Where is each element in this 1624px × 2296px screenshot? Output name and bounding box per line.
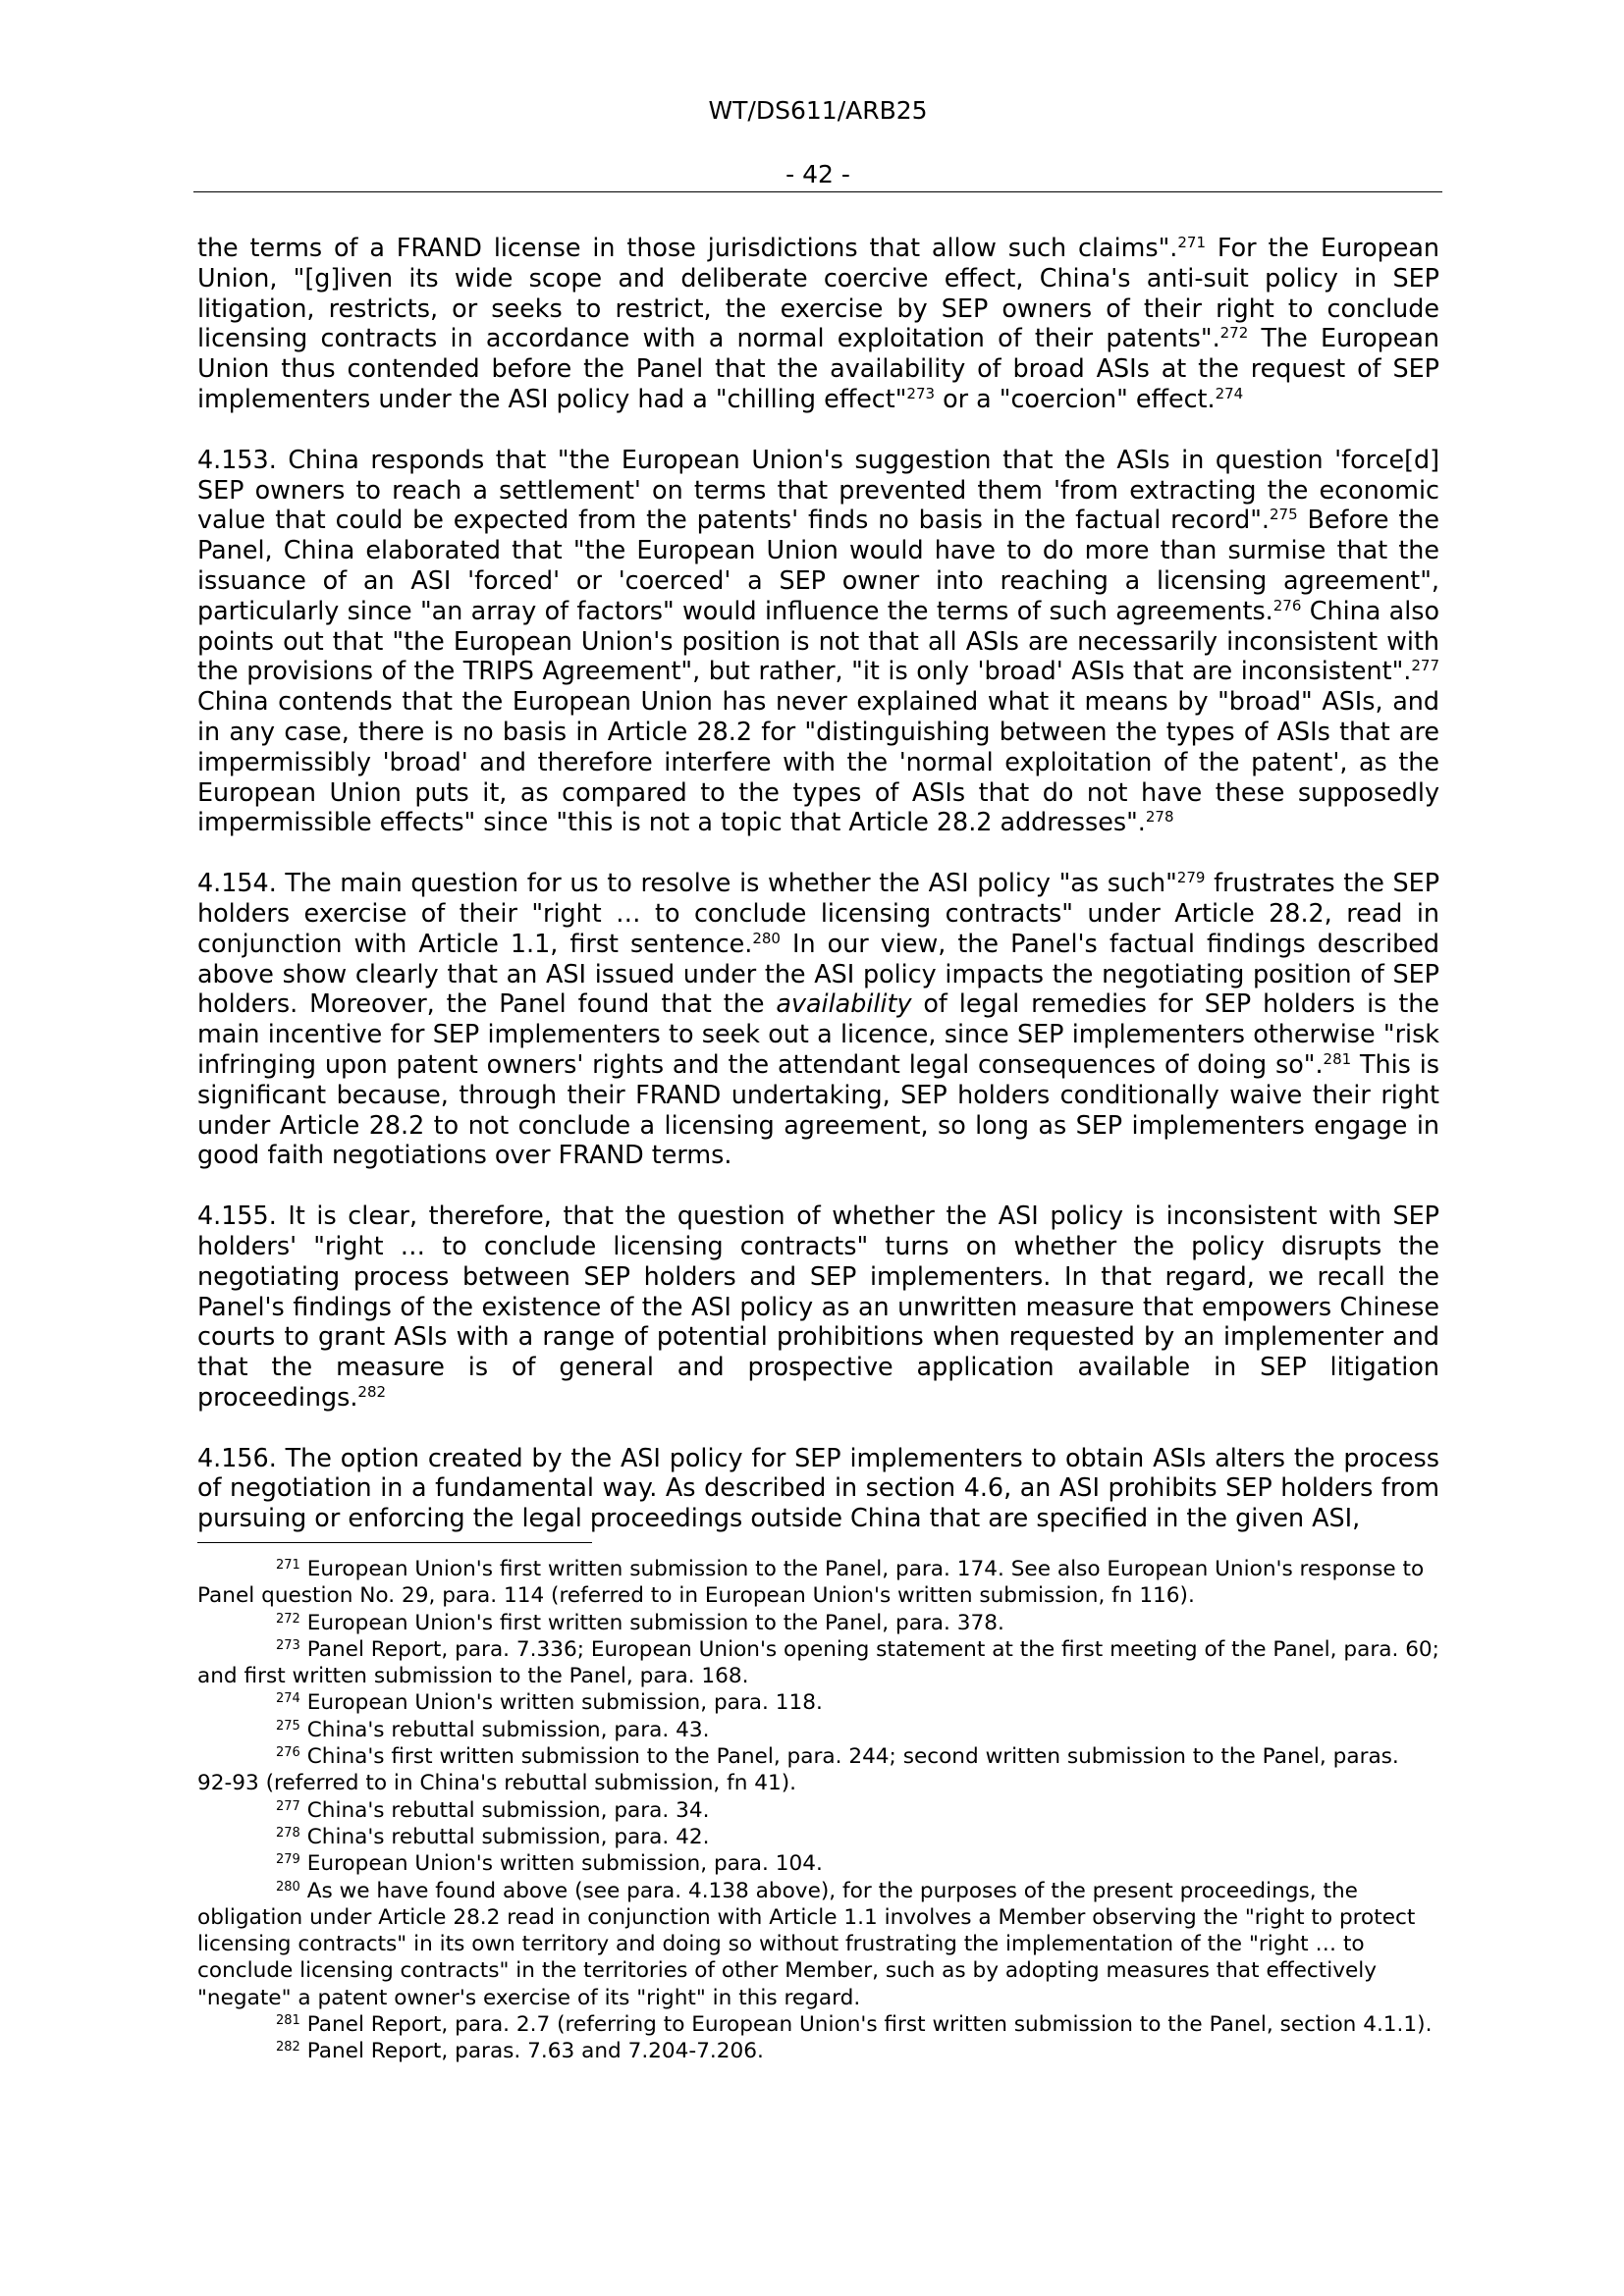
- footnote-ref[interactable]: 276: [1272, 596, 1302, 614]
- body-text: [197, 233, 1439, 1533]
- footnote-number: 279: [276, 1852, 300, 1868]
- footnote-number: 278: [276, 1825, 300, 1841]
- footnotes: [197, 1556, 1439, 2065]
- footnote: [197, 1850, 1439, 1877]
- footnote-ref[interactable]: 280: [752, 929, 781, 947]
- footnote-separator: [197, 1542, 592, 1543]
- footnote-ref[interactable]: 278: [1145, 808, 1174, 827]
- footnote: [197, 1878, 1439, 2011]
- paragraph-4-154: [197, 868, 1439, 1170]
- footnote-text: China's rebuttal submission, para. 42.: [299, 1824, 710, 1849]
- text-run: This is significant because, through their FRAND undertaking, SEP holders conditionally waive their right under Article 28.2 to not conclude a licensing agreement, so long as SEP implementers engage in good faith negotiations over FRAND terms.: [197, 1048, 1439, 1170]
- footnote-text: Panel Report, para. 2.7 (referring to European Union's first written submission to the Panel, section 4.1.1).: [299, 2012, 1433, 2038]
- footnote-ref[interactable]: 277: [1411, 657, 1439, 675]
- footnote: [197, 1717, 1439, 1743]
- footnote: [197, 1743, 1439, 1797]
- footnote: [197, 1824, 1439, 1850]
- footnote: [197, 1689, 1439, 1716]
- footnote-number: 273: [276, 1637, 300, 1653]
- footnote-text: Panel Report, para. 7.336; European Union's opening statement at the first meeting of the Panel, para. 60; and first written submission to the Panel, para. 168.: [197, 1636, 1439, 1689]
- footnote-text: As we have found above (see para. 4.138 above), for the purposes of the present proceedings, the obligation under Article 28.2 read in conjunction with Article 1.1 involves a Member observing the "right to protect licensing contracts" in its own territory and doing so without frustrating the implementation of the "right … to conclude licensing contracts" in the territories of other Member, such as by adopting measures that effectively "negate" a patent owner's exercise of its "right" in this regard.: [197, 1878, 1416, 2010]
- footnote-number: 282: [276, 2040, 300, 2056]
- header-rule: [193, 191, 1442, 192]
- text-run: of legal remedies for SEP holders is the main incentive for SEP implementers to seek out a licence, since SEP implementers otherwise "risk infringing upon patent owners' rights and the attendant legal consequences of doing so".: [197, 988, 1439, 1079]
- footnote-number: 281: [276, 2013, 300, 2029]
- footnote: [197, 2011, 1439, 2038]
- footnote-ref[interactable]: 272: [1219, 324, 1249, 343]
- text-run: The European Union thus contended before the Panel that the availability of broad ASIs at the request of SEP implementers under the ASI policy had a "chilling effect": [197, 323, 1439, 413]
- footnote-ref[interactable]: 279: [1176, 869, 1206, 887]
- text-run: the terms of a FRAND license in those jurisdictions that allow such claims".: [197, 233, 1178, 262]
- footnote: [197, 2038, 1439, 2064]
- footnote-text: European Union's written submission, para. 118.: [299, 1690, 823, 1716]
- footnote: [197, 1556, 1439, 1610]
- emphasis-text: availability: [776, 988, 912, 1019]
- footnote-text: European Union's first written submission to the Panel, para. 378.: [299, 1610, 1004, 1635]
- text-run: 4.153. China responds that "the European Union's suggestion that the ASIs in question 'force[d] SEP owners to reach a settlement' on terms that prevented them 'from extracting the economic value that could be expected from the patents' finds no basis in the factual record".: [197, 444, 1439, 535]
- paragraph-continuation: [197, 233, 1439, 414]
- footnote-number: 280: [276, 1879, 300, 1895]
- footnote-text: European Union's written submission, para. 104.: [299, 1851, 823, 1877]
- text-run: or a "coercion" effect.: [935, 383, 1216, 413]
- paragraph-4-153: [197, 445, 1439, 837]
- footnote-number: 277: [276, 1798, 300, 1814]
- paragraph-4-155: [197, 1201, 1439, 1413]
- footnote-ref[interactable]: 271: [1177, 234, 1207, 251]
- document-symbol: WT/DS611/ARB25: [708, 96, 928, 125]
- footnote-number: 272: [276, 1611, 300, 1627]
- text-run: 4.154. The main question for us to resolve is whether the ASI policy "as such": [197, 868, 1177, 898]
- text-run: frustrates the SEP holders exercise of their "right … to conclude licensing contracts" under Article 28.2, read in conjunction with Article 1.1, first sentence.: [197, 868, 1440, 958]
- text-run: 4.155. It is clear, therefore, that the question of whether the ASI policy is inconsistent with SEP holders' "right … to conclude licensing contracts" turns on whether the policy disrupts the negotiating process between SEP holders and SEP implementers. In that regard, we recall the Panel's findings of the existence of the ASI policy as an unwritten measure that empowers Chinese courts to grant ASIs with a range of potential prohibitions when requested by an implementer and that the measure is of general and prospective application available in SEP litigation proceedings.: [197, 1201, 1439, 1412]
- footnote: [197, 1636, 1439, 1690]
- text-run: For the European Union, "[g]iven its wide scope and deliberate coercive effect, China's anti-suit policy in SEP litigation, restricts, or seeks to restrict, the exercise by SEP owners of their right to conclude licensing contracts in accordance with a normal exploitation of their patents".: [197, 233, 1439, 353]
- footnote-text: China's first written submission to the Panel, para. 244; second written submission to the Panel, paras. 92-93 (referred to in China's rebuttal submission, fn 41).: [197, 1744, 1399, 1796]
- footnote-ref[interactable]: 282: [357, 1382, 387, 1401]
- page-number: - 42 -: [785, 160, 850, 188]
- footnote-text: European Union's first written submission to the Panel, para. 174. See also European Union's response to Panel question No. 29, para. 114 (referred to in European Union's written submission, fn 116).: [197, 1557, 1425, 1609]
- text-run: Before the Panel, China elaborated that "the European Union would have to do more than surmise that the issuance of an ASI 'forced' or 'coerced' a SEP owner into reaching a licensing agreement", particularly since "an array of factors" would influence the terms of such agreements.: [197, 505, 1439, 625]
- text-run: 4.156. The option created by the ASI policy for SEP implementers to obtain ASIs alters the process of negotiation in a fundamental way. As described in section 4.6, an ASI prohibits SEP holders from pursuing or enforcing the legal proceedings outside China that are specified in the given ASI,: [197, 1442, 1439, 1533]
- footnote: [197, 1797, 1439, 1824]
- footnote: [197, 1610, 1439, 1636]
- paragraph-4-156: [197, 1443, 1439, 1533]
- footnote-number: 271: [276, 1558, 300, 1573]
- footnote-text: China's rebuttal submission, para. 34.: [299, 1797, 710, 1823]
- footnote-ref[interactable]: 274: [1215, 384, 1244, 402]
- footnote-ref[interactable]: 275: [1270, 506, 1298, 524]
- footnote-number: 276: [276, 1745, 300, 1761]
- footnote-text: China's rebuttal submission, para. 43.: [299, 1717, 710, 1742]
- footnote-text: Panel Report, paras. 7.63 and 7.204-7.206.: [299, 2039, 764, 2064]
- footnote-ref[interactable]: 273: [906, 384, 936, 402]
- text-run: China contends that the European Union has never explained what it means by "broad" ASIs, and in any case, there is no basis in Article 28.2 for "distinguishing between the types of ASIs that are impermissibly 'broad' and therefore interfere with the 'normal exploitation of the patent', as the European Union puts it, as compared to the types of ASIs that do not have these supposedly impermissible effects" since "this is not a topic that Article 28.2 addresses".: [197, 686, 1439, 837]
- text-run: In our view, the Panel's factual findings described above show clearly that an ASI issued under the ASI policy impacts the negotiating position of SEP holders. Moreover, the Panel found that the: [197, 928, 1440, 1019]
- footnote-number: 274: [276, 1691, 300, 1707]
- footnote-number: 275: [276, 1718, 300, 1734]
- footnote-ref[interactable]: 281: [1323, 1049, 1352, 1068]
- text-run: China also points out that "the European Union's position is not that all ASIs are necessarily inconsistent with the provisions of the TRIPS Agreement", but rather, "it is only 'broad' ASIs that are inconsistent".: [197, 595, 1440, 686]
